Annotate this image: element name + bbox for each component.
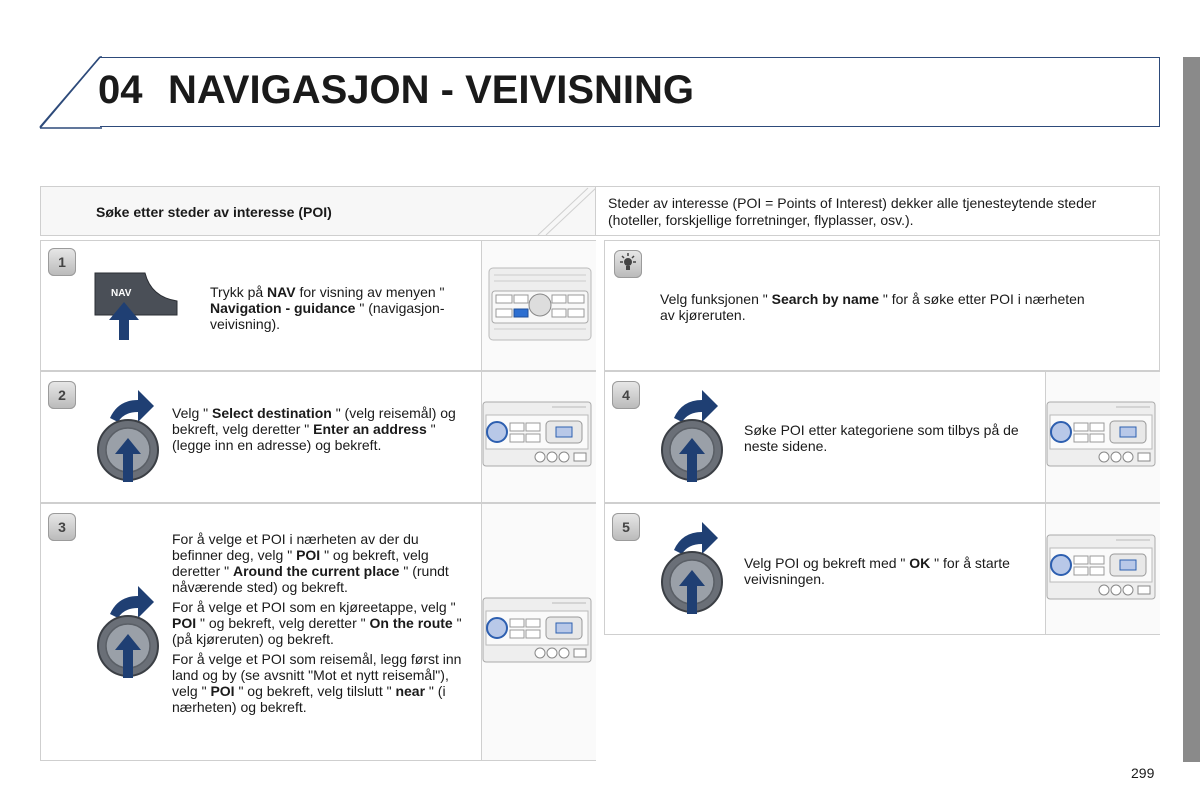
tip-text: Velg funksjonen " Search by name " for å søke etter POI i nærheten av kjøreruten. [660, 291, 1085, 323]
step-3-paragraph-3: For å velge et POI som reisemål, legg først inn land og by (se avsnitt "Mot et nytt reisemål"), velg " POI " og bekreft, velg tilslutt " near " (i nærheten) og bekreft. [172, 651, 462, 715]
chapter-title: NAVIGASJON - VEIVISNING [168, 68, 695, 112]
step-5-badge: 5 [612, 513, 640, 541]
section-header-decoration [530, 187, 596, 236]
step-3-badge: 3 [48, 513, 76, 541]
radio-unit-knob-icon [1046, 534, 1156, 600]
step-2-text: Velg " Select destination " (velg reisemål) og bekreft, velg deretter " Enter an address " (legge inn en adresse) og bekreft. [172, 405, 456, 453]
press-arrow-icon [108, 302, 140, 340]
page-number: 299 [1131, 765, 1155, 781]
step-5-text: Velg POI og bekreft med " OK " for å starte veivisningen. [744, 555, 1010, 587]
step-4-text: Søke POI etter kategoriene som tilbys på de neste sidene. [744, 422, 1019, 454]
chapter-number: 04 [98, 68, 143, 112]
step-1-badge: 1 [48, 248, 76, 276]
header-left-edge [38, 56, 102, 129]
step-3-paragraph-1: For å velge et POI i nærheten av der du befinner deg, velg " POI " og bekreft, velg deretter " Around the current place " (rundt nåværende sted) og bekreft. [172, 531, 449, 595]
step-3-paragraph-2: For å velge et POI som en kjøreetappe, velg " POI " og bekreft, velg deretter " On the route " (på kjøreruten) og bekreft. [172, 599, 462, 647]
rotate-knob-icon [660, 520, 726, 616]
step-3-text [172, 531, 472, 719]
rotate-knob-icon [96, 584, 162, 680]
intro-text: Steder av interesse (POI = Points of Interest) dekker alle tjenesteytende steder (hoteller, forskjellige forretninger, flyplasser, osv.). [608, 195, 1097, 228]
radio-unit-knob-icon [482, 401, 592, 467]
radio-unit-nav-icon [488, 267, 592, 341]
rotate-knob-icon [660, 388, 726, 484]
lightbulb-icon [614, 250, 642, 278]
radio-unit-knob-icon [1046, 401, 1156, 467]
step-2-badge: 2 [48, 381, 76, 409]
nav-button-label: NAV [111, 288, 132, 299]
rotate-knob-icon [96, 388, 162, 484]
step-4-badge: 4 [612, 381, 640, 409]
radio-unit-knob-icon [482, 597, 592, 663]
section-title: Søke etter steder av interesse (POI) [96, 204, 332, 220]
step-1-text: Trykk på NAV for visning av menyen " Navigation - guidance " (navigasjon-veivisning). [210, 284, 445, 332]
side-tab-bar [1183, 57, 1200, 762]
